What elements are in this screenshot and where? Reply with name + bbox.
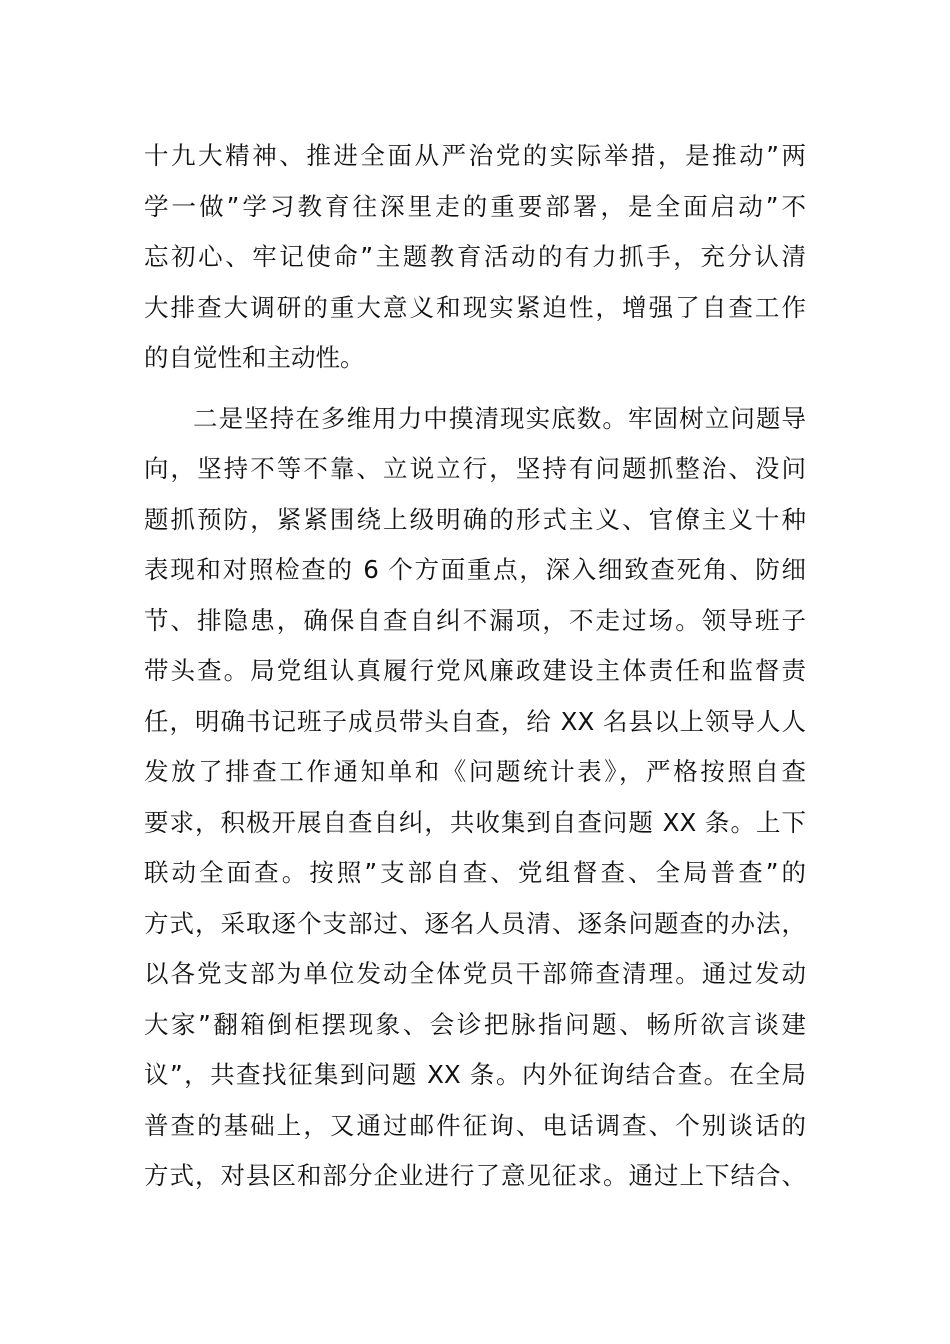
paragraph-line: 二是坚持在多维用力中摸清现实底数。牢固树立问题导: [193, 403, 806, 433]
paragraph-line: 向，坚持不等不靠、立说立行，坚持有问题抓整治、没问: [144, 454, 806, 483]
paragraph-line: 表现和对照检查的 6 个方面重点，深入细致查死角、防细: [144, 555, 806, 584]
paragraph-line: 任，明确书记班子成员带头自查，给 XX 名县以上领导人人: [144, 706, 806, 736]
paragraph-line: 要求，积极开展自查自纠，共收集到自查问题 XX 条。上下: [144, 807, 806, 837]
paragraph-line: 节、排隐患，确保自查自纠不漏项，不走过场。领导班子: [144, 605, 806, 635]
paragraph-line: 以各党支部为单位发动全体党员干部筛查清理。通过发动: [144, 959, 806, 988]
paragraph-line: 带头查。局党组认真履行党风廉政建设主体责任和监督责: [144, 656, 806, 685]
paragraph-line: 大家”翻箱倒柜摆现象、会诊把脉指问题、畅所欲言谈建: [144, 1009, 806, 1039]
paragraph-line: 的自觉性和主动性。: [144, 343, 365, 372]
paragraph-line: 联动全面查。按照”支部自查、党组督查、全局普查”的: [144, 858, 806, 887]
paragraph-line: 方式，对县区和部分企业进行了意见征求。通过上下结合、: [144, 1161, 806, 1190]
paragraph-line: 十九大精神、推进全面从严治党的实际举措，是推动”两: [144, 141, 806, 170]
paragraph-spacer: [144, 384, 806, 394]
paragraph-line: 大排查大调研的重大意义和现实紧迫性，增强了自查工作: [144, 292, 806, 322]
paragraph-line: 方式，采取逐个支部过、逐名人员清、逐条问题查的办法，: [144, 908, 806, 938]
paragraph-1: [144, 131, 806, 384]
paragraph-line: 普查的基础上，又通过邮件征询、电话调查、个别谈话的: [144, 1110, 806, 1140]
paragraph-line: 忘初心、牢记使命”主题教育活动的有力抓手，充分认清: [144, 242, 806, 271]
paragraph-2: [144, 394, 806, 1202]
paragraph-line: 学一做”学习教育往深里走的重要部署，是全面启动”不: [144, 191, 806, 221]
paragraph-line: 题抓预防，紧紧围绕上级明确的形式主义、官僚主义十种: [144, 504, 806, 534]
paragraph-line: 发放了排查工作通知单和《问题统计表》，严格按照自查: [144, 757, 806, 786]
paragraph-line: 议”，共查找征集到问题 XX 条。内外征询结合查。在全局: [144, 1060, 806, 1089]
document-body: [144, 131, 806, 1202]
